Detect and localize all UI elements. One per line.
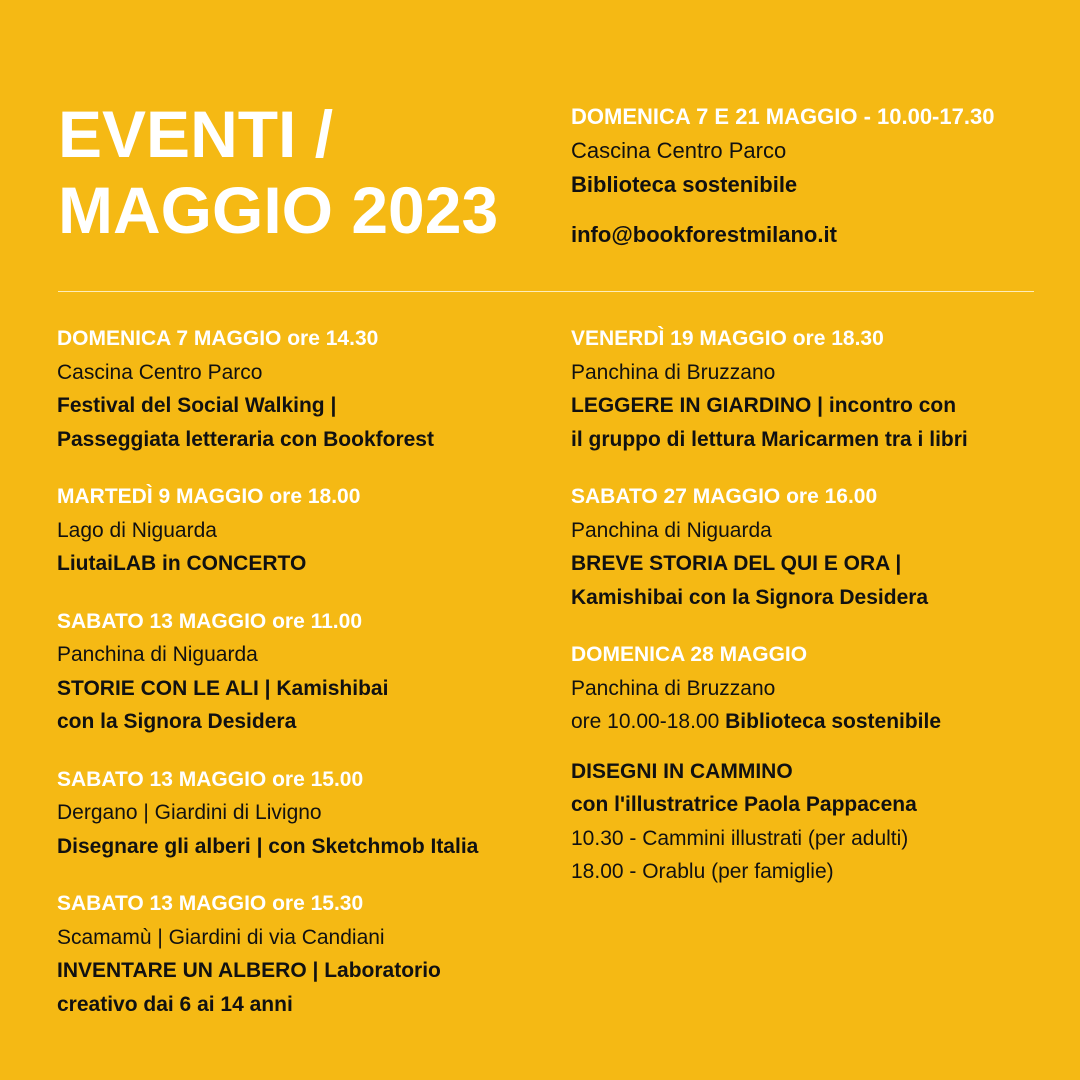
- event-item: [57, 887, 547, 1021]
- event-item: [571, 480, 1071, 614]
- event-title: INVENTARE UN ALBERO | Laboratorio: [57, 959, 441, 982]
- poster-title: [58, 96, 498, 248]
- event-subtitle: DISEGNI IN CAMMINO: [571, 759, 793, 783]
- event-date: SABATO 27 MAGGIO ore 16.00: [571, 485, 878, 508]
- event-title: il gruppo di lettura Maricarmen tra i libri: [571, 427, 968, 451]
- right-event-column: [571, 322, 1071, 913]
- event-place: Panchina di Niguarda: [571, 518, 772, 542]
- event-place: Dergano | Giardini di Livigno: [57, 801, 322, 824]
- event-item: [57, 605, 547, 739]
- event-title: LiutaiLAB in CONCERTO: [57, 552, 307, 575]
- featured-place: Cascina Centro Parco: [571, 138, 787, 163]
- event-item: [571, 638, 1071, 889]
- event-title: STORIE CON LE ALI | Kamishibai: [57, 676, 389, 700]
- event-date: VENERDÌ 19 MAGGIO ore 18.30: [571, 327, 884, 350]
- event-date: SABATO 13 MAGGIO ore 15.00: [57, 767, 364, 791]
- event-date: DOMENICA 28 MAGGIO: [571, 643, 808, 666]
- event-date: MARTEDÌ 9 MAGGIO ore 18.00: [57, 485, 361, 508]
- title-line-1: EVENTI /: [58, 97, 334, 171]
- schedule-item: 18.00 - Orablu (per famiglie): [571, 860, 834, 883]
- event-item: [571, 322, 1071, 456]
- event-date: SABATO 13 MAGGIO ore 11.00: [57, 609, 362, 633]
- schedule-item: 10.30 - Cammini illustrati (per adulti): [571, 826, 909, 850]
- event-place: Scamamù | Giardini di via Candiani: [57, 925, 385, 949]
- event-title: BREVE STORIA DEL QUI E ORA |: [571, 552, 902, 575]
- event-title: Passeggiata letteraria con Bookforest: [57, 427, 434, 451]
- event-item: [57, 763, 547, 864]
- featured-title: Biblioteca sostenibile: [571, 172, 798, 197]
- featured-event: [571, 100, 994, 252]
- title-line-2: MAGGIO 2023: [58, 173, 499, 247]
- divider: [58, 291, 1034, 292]
- event-subtitle: con l'illustratrice Paola Pappacena: [571, 793, 917, 816]
- event-place: Panchina di Bruzzano: [571, 360, 776, 384]
- event-title: Kamishibai con la Signora Desidera: [571, 585, 929, 609]
- event-title: Disegnare gli alberi | con Sketchmob Italia: [57, 834, 479, 858]
- event-item: [57, 322, 547, 456]
- event-time-line: [571, 705, 1071, 739]
- event-title: Biblioteca sostenibile: [725, 710, 942, 733]
- left-event-column: [57, 322, 547, 1045]
- event-title: LEGGERE IN GIARDINO | incontro con: [571, 394, 957, 417]
- event-place: Panchina di Bruzzano: [571, 676, 776, 700]
- featured-date: DOMENICA 7 E 21 MAGGIO - 10.00-17.30: [571, 104, 995, 129]
- event-title: creativo dai 6 ai 14 anni: [57, 992, 293, 1016]
- event-place: Panchina di Niguarda: [57, 643, 258, 666]
- event-title: Festival del Social Walking |: [57, 394, 337, 417]
- event-date: DOMENICA 7 MAGGIO ore 14.30: [57, 327, 379, 350]
- event-place: Cascina Centro Parco: [57, 360, 263, 384]
- event-date: SABATO 13 MAGGIO ore 15.30: [57, 892, 364, 915]
- event-place: Lago di Niguarda: [57, 518, 217, 542]
- contact-email[interactable]: info@bookforestmilano.it: [571, 222, 837, 247]
- event-title: con la Signora Desidera: [57, 710, 297, 733]
- event-time: ore 10.00-18.00: [571, 710, 720, 733]
- event-item: [57, 480, 547, 581]
